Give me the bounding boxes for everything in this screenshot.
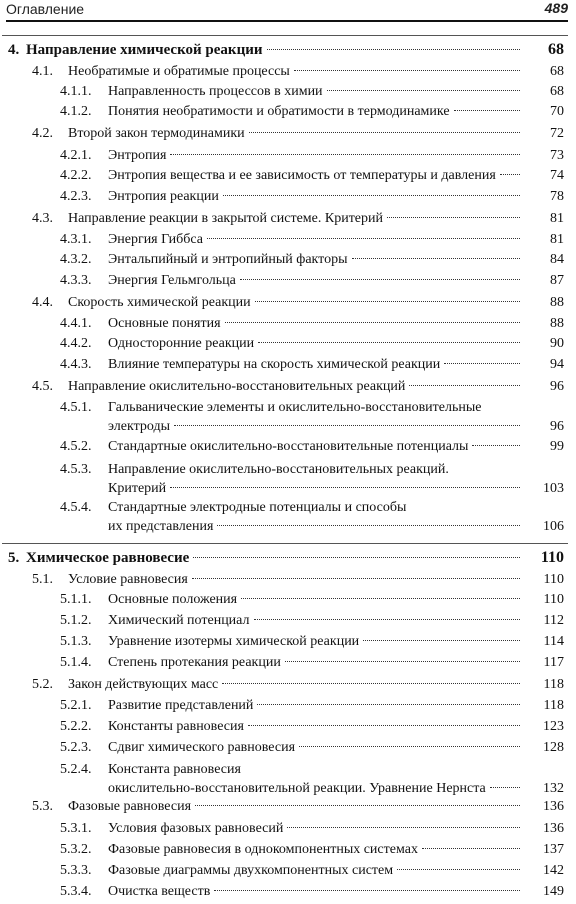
toc-entry-title: Направление окислительно-восстановительных реакций (68, 379, 406, 394)
dot-leader (217, 524, 520, 526)
toc-page-number: 99 (550, 439, 564, 454)
toc-entry-title: Энтропия (108, 148, 167, 163)
toc-page-number: 72 (550, 126, 564, 141)
toc-entry-title: Энтропия реакции (108, 189, 219, 204)
toc-entry[interactable] (0, 124, 576, 144)
toc-entry-number: 5.2.4. (60, 762, 92, 777)
toc-page-number: 132 (543, 781, 564, 796)
toc-entry[interactable] (0, 717, 576, 737)
dot-leader (240, 278, 520, 280)
toc-entry[interactable] (0, 166, 576, 186)
dot-leader (207, 237, 520, 239)
toc-entry[interactable] (0, 314, 576, 334)
toc-entry-title: Уравнение изотермы химической реакции (108, 634, 360, 649)
toc-page-number: 78 (550, 189, 564, 204)
toc-entry-number: 5.2.2. (60, 719, 92, 734)
toc-entry-number: 4.2.1. (60, 148, 92, 163)
dot-leader (195, 804, 520, 806)
toc-page-number: 88 (550, 316, 564, 331)
toc-page-number: 96 (550, 379, 564, 394)
toc-entry-number: 4.5.3. (60, 462, 92, 477)
toc-page-number: 73 (550, 148, 564, 163)
toc-entry-title: Основные положения (108, 592, 238, 607)
toc-entry-title: Химический потенциал (108, 613, 250, 628)
toc-entry-title: Влияние температуры на скорость химической реакции (108, 357, 441, 372)
toc-entry[interactable] (0, 696, 576, 716)
toc-entry[interactable] (0, 653, 576, 673)
toc-entry-number: 5.3.2. (60, 842, 92, 857)
toc-entry[interactable] (0, 819, 576, 839)
header-page-number: 489 (544, 0, 568, 16)
toc-entry-title: Направление химической реакции (26, 42, 263, 58)
toc-entry-title: Стандартные окислительно-восстановительные потенциалы (108, 439, 469, 454)
toc-page-number: 128 (543, 740, 564, 755)
toc-entry-title: Понятия необратимости и обратимости в термодинамике (108, 104, 450, 119)
toc-entry[interactable] (0, 209, 576, 229)
dot-leader (248, 724, 520, 726)
dot-leader (170, 153, 520, 155)
toc-entry-number: 4. (8, 42, 20, 58)
toc-page-number: 81 (550, 211, 564, 226)
toc-entry[interactable] (0, 632, 576, 652)
toc-entry[interactable] (0, 82, 576, 102)
dot-leader (255, 300, 520, 302)
toc-entry[interactable] (0, 797, 576, 817)
dot-leader (363, 639, 520, 641)
toc-entry-title: окислительно-восстановительной реакции. Уравнение Нернста (108, 781, 486, 796)
toc-entry-number: 4.3.3. (60, 273, 92, 288)
toc-entry-title: Необратимые и обратимые процессы (68, 64, 290, 79)
toc-entry[interactable] (0, 611, 576, 631)
toc-entry[interactable] (0, 570, 576, 590)
toc-page-number: 94 (550, 357, 564, 372)
toc-page-number: 96 (550, 419, 564, 434)
toc-entry-number: 5.3.1. (60, 821, 92, 836)
toc-entry-title: Очистка веществ (108, 884, 211, 899)
toc-entry-title: Второй закон термодинамики (68, 126, 245, 141)
toc-entry[interactable] (0, 62, 576, 82)
toc-entry-title: Скорость химической реакции (68, 295, 251, 310)
dot-leader (257, 703, 520, 705)
toc-entry-title: Химическое равновесие (26, 550, 190, 566)
toc-entry[interactable] (0, 437, 576, 457)
toc-page-number: 84 (550, 252, 564, 267)
toc-entry-title: Условия фазовых равновесий (108, 821, 284, 836)
toc-entry-number: 5.3.4. (60, 884, 92, 899)
dot-leader (397, 868, 520, 870)
toc-entry[interactable] (0, 377, 576, 397)
dot-leader (174, 424, 520, 426)
toc-entry[interactable] (0, 187, 576, 207)
toc-entry-number: 4.1.1. (60, 84, 92, 99)
dot-leader (409, 384, 520, 386)
toc-entry-number: 4.4.1. (60, 316, 92, 331)
toc-entry[interactable] (0, 355, 576, 375)
toc-entry-title: Энергия Гельмгольца (108, 273, 236, 288)
toc-entry-number: 5. (8, 550, 20, 566)
dot-leader (267, 48, 521, 50)
toc-entry[interactable] (0, 498, 576, 534)
dot-leader (258, 341, 520, 343)
toc-entry[interactable] (0, 40, 576, 60)
toc-page-number: 123 (543, 719, 564, 734)
dot-leader (352, 257, 521, 259)
toc-entry[interactable] (0, 398, 576, 434)
toc-entry[interactable] (0, 460, 576, 496)
toc-entry-title: Сдвиг химического равновесия (108, 740, 296, 755)
toc-page-number: 68 (550, 64, 564, 79)
chapter-divider (2, 543, 568, 544)
toc-page-number: 136 (543, 799, 564, 814)
toc-entry-number: 5.1.2. (60, 613, 92, 628)
toc-entry-title: Условие равновесия (68, 572, 188, 587)
toc-page-number: 118 (543, 677, 564, 692)
toc-entry-number: 4.2.2. (60, 168, 92, 183)
toc-entry-title: Стандартные электродные потенциалы и способы (108, 500, 407, 515)
toc-entry-number: 5.2.1. (60, 698, 92, 713)
toc-entry-title: Односторонние реакции (108, 336, 255, 351)
toc-entry[interactable] (0, 102, 576, 122)
toc-page-number: 118 (543, 698, 564, 713)
toc-entry-title: Константы равновесия (108, 719, 244, 734)
toc-entry-title: Фазовые равновесия (68, 799, 192, 814)
toc-entry-number: 4.5.2. (60, 439, 92, 454)
toc-entry-title: Константа равновесия (108, 762, 241, 777)
toc-entry[interactable] (0, 738, 576, 758)
toc-page-number: 142 (543, 863, 564, 878)
toc-entry-number: 5.1.3. (60, 634, 92, 649)
toc-entry-title: Критерий (108, 481, 167, 496)
toc-entry-number: 4.4. (32, 295, 53, 310)
toc-entry-title: Направление окислительно-восстановительных реакций. (108, 462, 449, 477)
toc-page-number: 110 (543, 572, 564, 587)
dot-leader (327, 89, 520, 91)
toc-page-number: 87 (550, 273, 564, 288)
toc-page-number: 106 (543, 519, 564, 534)
dot-leader (214, 889, 520, 891)
toc-entry-number: 5.2.3. (60, 740, 92, 755)
dot-leader (193, 556, 520, 558)
toc-entry-title: Развитие представлений (108, 698, 254, 713)
dot-leader (223, 194, 520, 196)
toc-entry-number: 4.1. (32, 64, 53, 79)
toc-page-number: 149 (543, 884, 564, 899)
toc-entry-number: 4.2. (32, 126, 53, 141)
toc-entry-number: 4.3.2. (60, 252, 92, 267)
toc-entry-number: 4.2.3. (60, 189, 92, 204)
toc-entry[interactable] (0, 760, 576, 796)
toc-entry-number: 4.5.4. (60, 500, 92, 515)
toc-entry-title: Фазовые равновесия в однокомпонентных системах (108, 842, 418, 857)
dot-leader (422, 847, 520, 849)
toc-entry-number: 5.3. (32, 799, 53, 814)
toc-page-number: 90 (550, 336, 564, 351)
toc-entry[interactable] (0, 250, 576, 270)
toc-entry-number: 4.4.2. (60, 336, 92, 351)
toc-entry-number: 5.3.3. (60, 863, 92, 878)
toc-page-number: 70 (550, 104, 564, 119)
toc-entry-number: 5.1.1. (60, 592, 92, 607)
toc-entry-number: 5.1. (32, 572, 53, 587)
toc-page-number: 110 (540, 549, 564, 566)
header-title: Оглавление (6, 1, 85, 17)
toc-entry-title: Закон действующих масс (68, 677, 219, 692)
toc-entry[interactable] (0, 861, 576, 881)
toc-entry-title: Фазовые диаграммы двухкомпонентных систем (108, 863, 394, 878)
dot-leader (225, 321, 520, 323)
toc-entry-title: Гальванические элементы и окислительно-восстановительные (108, 400, 482, 415)
toc-page-number: 103 (543, 481, 564, 496)
toc-entry[interactable] (0, 675, 576, 695)
toc-page-number: 68 (548, 41, 564, 58)
toc-page-number: 74 (550, 168, 564, 183)
toc-entry-number: 4.3. (32, 211, 53, 226)
toc-entry-number: 5.2. (32, 677, 53, 692)
toc-entry[interactable] (0, 334, 576, 354)
toc-entry-number: 5.1.4. (60, 655, 92, 670)
toc-page-number: 112 (543, 613, 564, 628)
toc-page-number: 136 (543, 821, 564, 836)
toc-entry[interactable] (0, 548, 576, 568)
dot-leader (454, 109, 520, 111)
toc-entry-title: Энтальпийный и энтропийный факторы (108, 252, 348, 267)
toc-entry-number: 4.1.2. (60, 104, 92, 119)
dot-leader (192, 577, 520, 579)
toc-entry-title: Энергия Гиббса (108, 232, 204, 247)
dot-leader (500, 173, 520, 175)
toc-entry[interactable] (0, 230, 576, 250)
toc-entry-number: 4.3.1. (60, 232, 92, 247)
dot-leader (285, 660, 520, 662)
toc-entry-title: Степень протекания реакции (108, 655, 281, 670)
toc-entry[interactable] (0, 293, 576, 313)
toc-entry-number: 4.4.3. (60, 357, 92, 372)
toc-entry-number: 4.5.1. (60, 400, 92, 415)
toc-entry[interactable] (0, 882, 576, 902)
dot-leader (170, 486, 520, 488)
toc-entry-number: 4.5. (32, 379, 53, 394)
toc-entry-title: Направленность процессов в химии (108, 84, 323, 99)
toc-entry[interactable] (0, 271, 576, 291)
toc-entry-title: электроды (108, 419, 170, 434)
toc-page-number: 88 (550, 295, 564, 310)
dot-leader (241, 597, 520, 599)
toc-page-number: 117 (543, 655, 564, 670)
dot-leader (222, 682, 520, 684)
dot-leader (254, 618, 521, 620)
toc-entry-title: их представления (108, 519, 214, 534)
dot-leader (299, 745, 520, 747)
running-header (6, 0, 568, 22)
toc-entry-title: Основные понятия (108, 316, 221, 331)
toc-entry[interactable] (0, 840, 576, 860)
dot-leader (249, 131, 520, 133)
dot-leader (490, 786, 520, 788)
toc-page-number: 137 (543, 842, 564, 857)
toc-page-number: 81 (550, 232, 564, 247)
dot-leader (287, 826, 520, 828)
dot-leader (387, 216, 520, 218)
toc-entry-title: Направление реакции в закрытой системе. Критерий (68, 211, 384, 226)
dot-leader (294, 69, 520, 71)
toc-entry[interactable] (0, 590, 576, 610)
toc-entry-title: Энтропия вещества и ее зависимость от температуры и давления (108, 168, 496, 183)
toc-page-number: 68 (550, 84, 564, 99)
dot-leader (444, 362, 520, 364)
toc-page-number: 114 (543, 634, 564, 649)
chapter-divider (2, 35, 568, 36)
toc-page-number: 110 (543, 592, 564, 607)
dot-leader (472, 444, 520, 446)
toc-entry[interactable] (0, 146, 576, 166)
